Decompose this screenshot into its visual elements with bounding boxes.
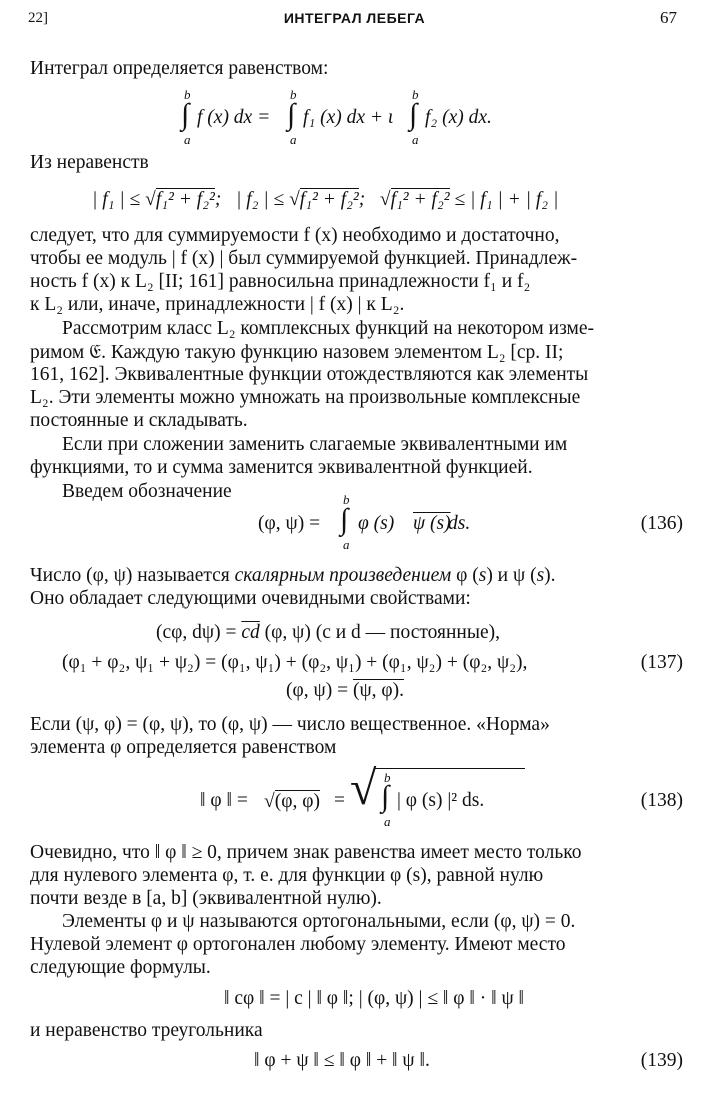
inequalities-intro: Из неравенств — [30, 152, 149, 173]
section-number: 22] — [28, 10, 48, 26]
text-line: ность f (x) к L₂ [II; 161] равносильна принадлежности f₁ и f₂ — [30, 271, 531, 292]
text-line: Введем обозначение — [62, 481, 232, 502]
intro-text: Интеграл определяется равенством: — [30, 58, 329, 79]
text-line: для нулевого элемента φ, т. е. для функции φ (s), равной нулю — [30, 865, 544, 886]
text-line: Число (φ, ψ) называется скалярным произведением φ (s) и ψ (s). — [30, 565, 556, 586]
text-line: функциями, то и сумма заменится эквивалентной функцией. — [30, 457, 533, 478]
text-line: Элементы φ и ψ называются ортогональными, если (φ, ψ) = 0. — [62, 911, 576, 932]
text-line: и неравенство треугольника — [30, 1020, 263, 1041]
text-line: почти везде в [a, b] (эквивалентной нулю). — [30, 888, 382, 909]
text-line: Нулевой элемент φ ортогонален любому элементу. Имеют место — [30, 934, 566, 955]
text-line: Оно обладает следующими очевидными свойствами: — [30, 588, 471, 609]
equation-norm-formulas: ‖ cφ ‖ = | c | ‖ φ ‖; | (φ, ψ) | ≤ ‖ φ ‖ · ‖ ψ ‖ — [224, 988, 525, 1009]
running-title: ИНТЕГРАЛ ЛЕБЕГА — [283, 10, 426, 26]
text-line: 161, 162]. Эквивалентные функции отождествляются как элементы — [30, 364, 589, 385]
text-line: чтобы ее модуль | f (x) | был суммируемой функцией. Принадлеж- — [30, 248, 578, 269]
text-line: постоянные и складывать. — [30, 410, 248, 431]
text-line: Если (ψ, φ) = (φ, ψ), то (φ, ψ) — число вещественное. «Норма» — [30, 714, 550, 735]
text-line: Рассмотрим класс L₂ комплексных функций на некотором изме- — [62, 318, 594, 339]
text-line: L₂. Эти элементы можно умножать на произвольные комплексные — [30, 387, 581, 408]
text-line: Если при сложении заменить слагаемые эквивалентными им — [62, 434, 568, 455]
text-line: следующие формулы. — [30, 957, 211, 978]
equation-inequalities: | f₁ | ≤ √f₁² + f₂²; | f₂ | ≤ √f₁² + f₂²; √f₁² + f₂² ≤ | f₁ | + | f₂ | — [92, 189, 559, 210]
text-line: римом 𝔈. Каждую такую функцию назовем элементом L₂ [ср. II; — [30, 342, 564, 363]
page-number: 67 — [660, 8, 677, 27]
text-line: следует, что для суммируемости f (x) необходимо и достаточно, — [30, 225, 560, 246]
text-line: к L₂ или, иначе, принадлежности | f (x) | к L₂. — [30, 294, 405, 315]
text-line: элемента φ определяется равенством — [30, 737, 337, 758]
text-line: Очевидно, что ‖ φ ‖ ≥ 0, причем знак равенства имеет место только — [30, 842, 582, 863]
term-scalar-product: скалярным произведением — [234, 565, 452, 586]
